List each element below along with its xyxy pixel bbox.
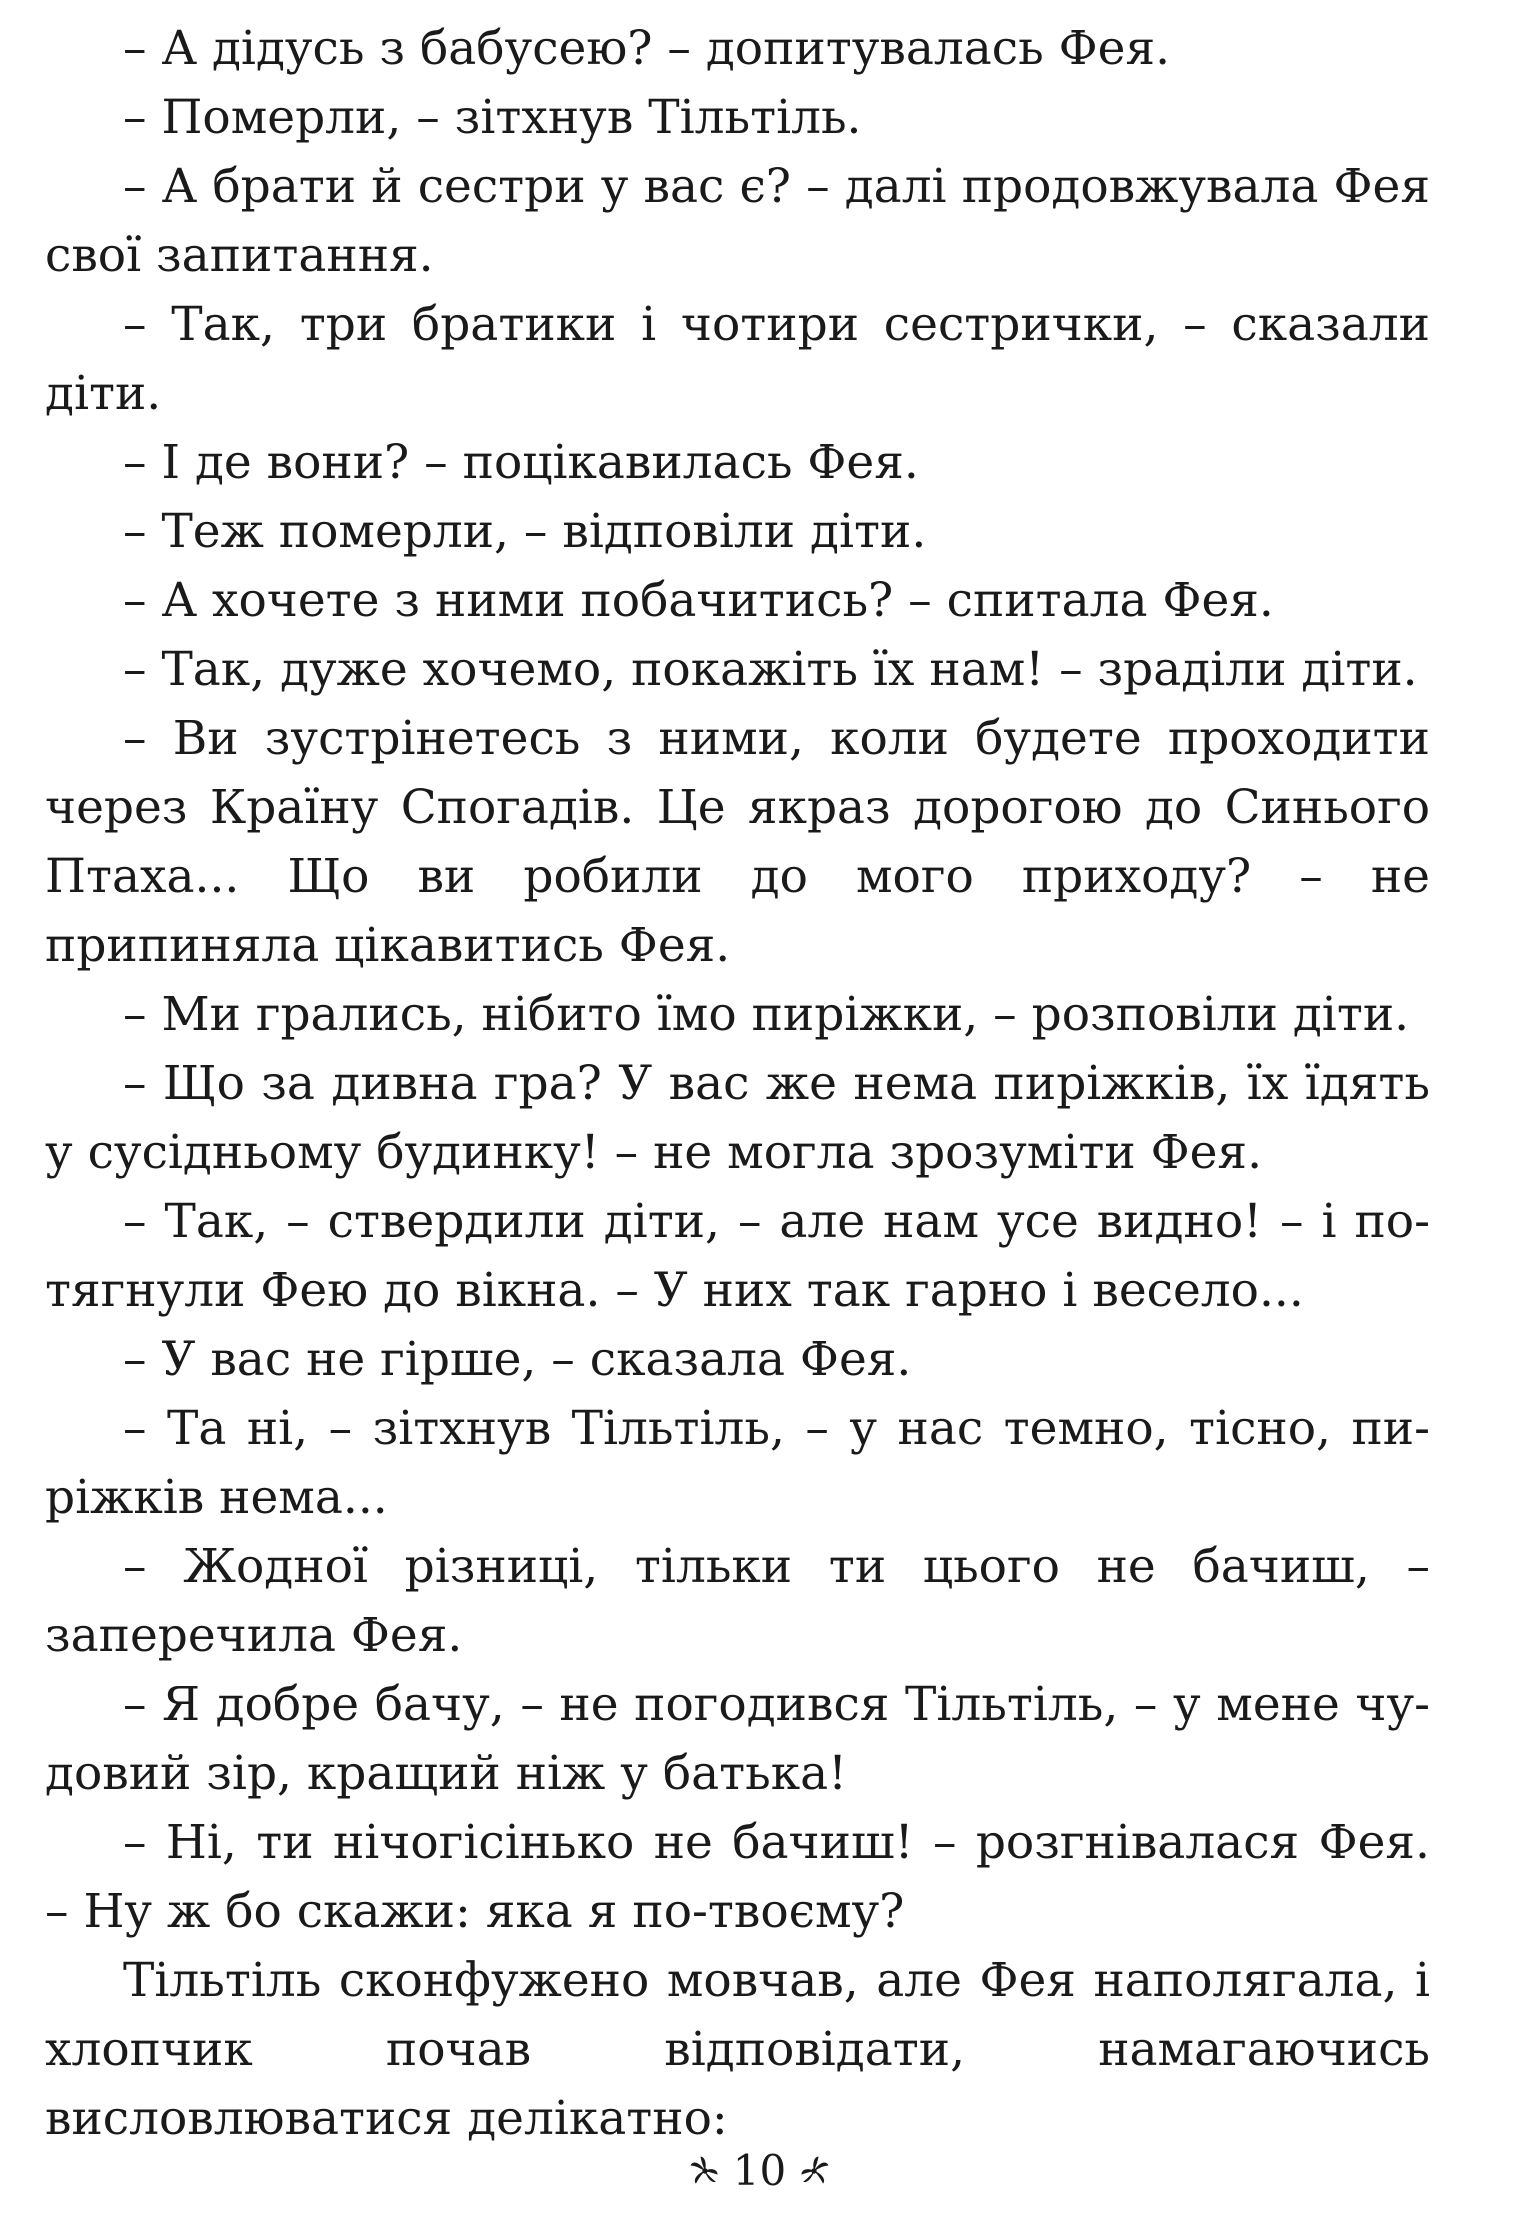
paragraph: – Ви зустрінетесь з ними, коли будете проходити через Країну Спогадів. Це якраз дорогою до Синього Птаха... Що ви робили до мого приходу? – не припиняла цікавитись Фея. xyxy=(45,711,1430,973)
paragraph: – А дідусь з бабусею? – допитувалась Фея. xyxy=(123,21,1171,76)
paragraph: – Померли, – зітхнув Тільтіль. xyxy=(123,90,862,145)
page-body xyxy=(45,14,1430,2153)
paragraph: – Теж померли, – відповіли діти. xyxy=(123,504,927,559)
paragraph: – Ми грались, нібито їмо пиріжки, – розповіли діти. xyxy=(123,987,1410,1042)
page-number: 10 xyxy=(732,2146,787,2195)
paragraph: – Так, три братики і чотири сестрички, – сказали діти. xyxy=(45,297,1430,421)
paragraph: – Та ні, – зітхнув Тільтіль, – у нас темно, тісно, пиріжків нема... xyxy=(45,1401,1430,1525)
paragraph: – Що за дивна гра? У вас же нема пиріжків, їх їдять у сусідньому будинку! – не могла зрозуміти Фея. xyxy=(45,1056,1430,1180)
paragraph: – І де вони? – поцікавилась Фея. xyxy=(123,435,919,490)
leaf-ornament-icon xyxy=(796,2153,832,2189)
paragraph: – Так, – ствердили діти, – але нам усе видно! – і потягнули Фею до вікна. – У них так гарно і весело... xyxy=(45,1194,1430,1318)
paragraph: – Жодної різниці, тільки ти цього не бачиш, – заперечила Фея. xyxy=(45,1539,1430,1663)
paragraph: – Я добре бачу, – не погодився Тільтіль, – у мене чудовий зір, кращий ніж у батька! xyxy=(45,1677,1430,1801)
paragraph: – Ні, ти нічогісінько не бачиш! – розгнівалася Фея. – Ну ж бо скажи: яка я по-твоєму? xyxy=(45,1815,1430,1939)
paragraph: – А брати й сестри у вас є? – далі продовжувала Фея свої запитання. xyxy=(45,159,1430,283)
paragraph: – Так, дуже хочемо, покажіть їх нам! – зраділи діти. xyxy=(123,642,1418,697)
leaf-ornament-icon xyxy=(687,2153,723,2189)
page-footer xyxy=(0,2143,1519,2199)
paragraph: – А хочете з ними побачитись? – спитала Фея. xyxy=(123,573,1274,628)
paragraph: – У вас не гірше, – сказала Фея. xyxy=(123,1332,912,1387)
paragraph: Тільтіль сконфужено мовчав, але Фея наполягала, і хлопчик почав відповідати, намагаючись висловлюватися делікатно: xyxy=(45,1953,1430,2146)
